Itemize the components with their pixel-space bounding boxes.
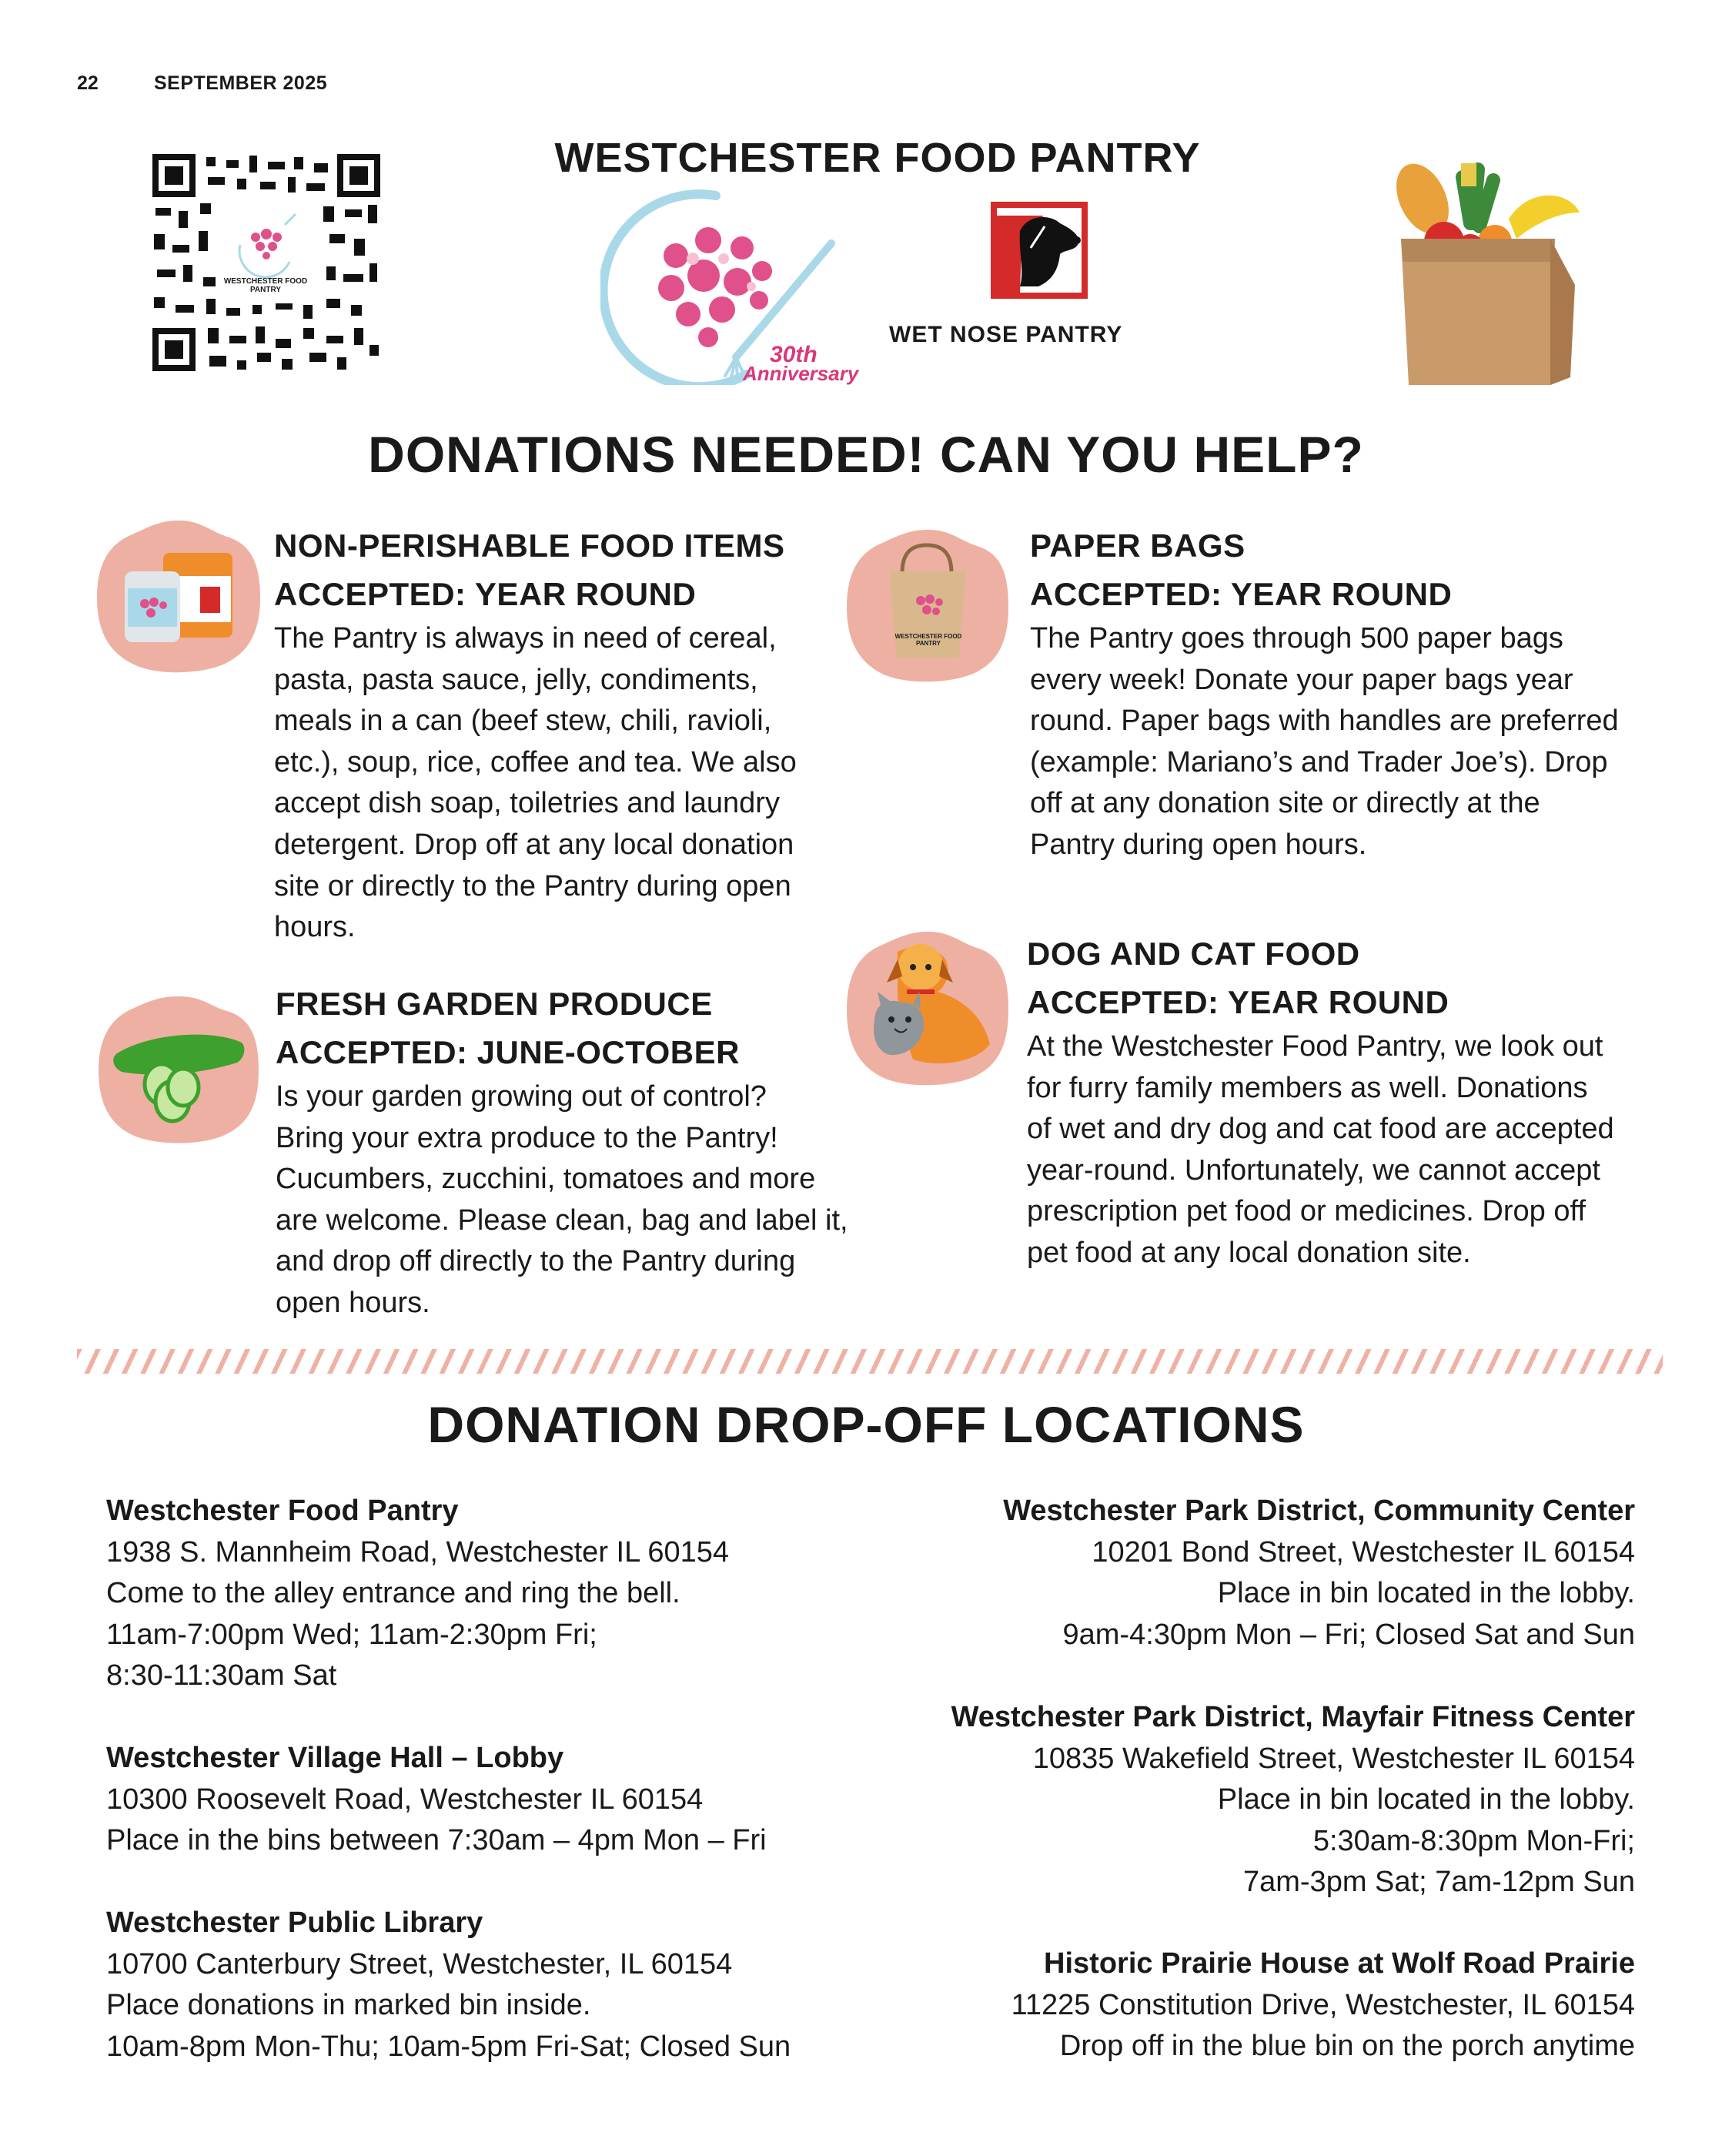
location-line: 10835 Wakefield Street, Westchester IL 60154 xyxy=(1032,1742,1635,1775)
location-line: Place in the bins between 7:30am – 4pm Mon – Fri xyxy=(106,1824,767,1856)
page-number: 22 xyxy=(77,72,99,94)
block-line: off at any donation site or directly at the xyxy=(1030,787,1540,820)
location-line: 11225 Constitution Drive, Westchester, IL 60154 xyxy=(1011,1988,1635,2021)
location-line: 10700 Canterbury Street, Westchester, IL 60154 xyxy=(106,1947,733,1980)
block-line: open hours. xyxy=(276,1286,430,1319)
location-village-hall xyxy=(106,1738,876,1862)
block-line: are welcome. Please clean, bag and label it, xyxy=(276,1204,848,1237)
issue-date: SEPTEMBER 2025 xyxy=(154,72,328,94)
block-line: pasta, pasta sauce, jelly, condiments, xyxy=(274,663,758,696)
block-line: Cucumbers, zucchini, tomatoes and more xyxy=(276,1163,816,1196)
block-line: year-round. Unfortunately, we cannot accept xyxy=(1027,1153,1600,1187)
donation-block-paper-bags xyxy=(1030,521,1669,866)
hatched-divider xyxy=(77,1349,1663,1374)
location-name: Westchester Public Library xyxy=(106,1907,483,1939)
location-name: Westchester Park District, Community Center xyxy=(1003,1495,1635,1527)
cucumber-icon xyxy=(95,993,262,1147)
location-line: 7am-3pm Sat; 7am-12pm Sun xyxy=(1242,1866,1635,1898)
paper-bag-label: WESTCHESTER FOOD PANTRY xyxy=(894,633,962,647)
block-line: and drop off directly to the Pantry during xyxy=(276,1245,796,1278)
block-heading: DOG AND CAT FOOD xyxy=(1027,936,1360,972)
location-line: 10300 Roosevelt Road, Westchester IL 60154 xyxy=(106,1783,704,1816)
location-public-library xyxy=(106,1903,876,2067)
locations-title: DONATION DROP-OFF LOCATIONS xyxy=(427,1396,1305,1453)
wet-nose-pantry-logo xyxy=(989,200,1089,300)
location-line: Place in bin located in the lobby. xyxy=(1217,1577,1635,1609)
location-name: Westchester Park District, Mayfair Fitness Center xyxy=(951,1701,1635,1733)
donation-block-produce xyxy=(276,979,861,1324)
canned-food-icon xyxy=(94,517,263,679)
location-line: 8:30-11:30am Sat xyxy=(106,1659,337,1692)
location-name: Westchester Village Hall – Lobby xyxy=(106,1742,564,1774)
anniversary-word: Anniversary xyxy=(743,362,859,385)
block-line: site or directly to the Pantry during open xyxy=(274,869,791,902)
location-line: 10am-8pm Mon-Thu; 10am-5pm Fri-Sat; Closed Sun xyxy=(106,2030,791,2063)
location-line: Place donations in marked bin inside. xyxy=(106,1989,591,2021)
block-accepted: ACCEPTED: JUNE-OCTOBER xyxy=(276,1034,740,1070)
location-name: Historic Prairie House at Wolf Road Prairie xyxy=(1044,1947,1635,1980)
brand-title: WESTCHESTER FOOD PANTRY xyxy=(554,135,1201,181)
block-line: of wet and dry dog and cat food are accepted xyxy=(1027,1113,1614,1146)
location-line: Come to the alley entrance and ring the bell. xyxy=(106,1577,680,1609)
block-line: round. Paper bags with handles are preferred xyxy=(1030,705,1619,738)
block-heading: NON-PERISHABLE FOOD ITEMS xyxy=(274,527,785,564)
location-line: 10201 Bond Street, Westchester IL 60154 xyxy=(1092,1535,1635,1568)
location-prairie-house xyxy=(862,1943,1635,2067)
block-accepted: ACCEPTED: YEAR ROUND xyxy=(274,576,697,612)
block-line: (example: Mariano’s and Trader Joe’s). Drop xyxy=(1030,745,1608,778)
paper-bag-icon xyxy=(844,527,1011,688)
dog-and-cat-icon xyxy=(844,929,1011,1093)
block-line: hours. xyxy=(274,911,356,944)
block-line: meals in a can (beef stew, chili, ravioli, xyxy=(274,705,772,738)
location-community-center xyxy=(862,1491,1635,1656)
block-line: etc.), soup, rice, coffee and tea. We also xyxy=(274,745,797,778)
block-line: every week! Donate your paper bags year xyxy=(1030,663,1573,696)
block-line: prescription pet food or medicines. Drop off xyxy=(1027,1195,1586,1228)
qr-code xyxy=(152,154,380,371)
block-accepted: ACCEPTED: YEAR ROUND xyxy=(1027,984,1449,1020)
grocery-bag-icon xyxy=(1378,162,1586,393)
anniversary-number: 30th xyxy=(770,342,818,367)
location-line: 9am-4:30pm Mon – Fri; Closed Sat and Sun xyxy=(1062,1618,1635,1651)
block-line: The Pantry is always in need of cereal, xyxy=(274,622,777,654)
block-line: Pantry during open hours. xyxy=(1030,828,1367,861)
block-line: pet food at any local donation site. xyxy=(1027,1236,1471,1269)
location-name: Westchester Food Pantry xyxy=(106,1495,459,1527)
location-line: Place in bin located in the lobby. xyxy=(1217,1783,1635,1816)
block-heading: FRESH GARDEN PRODUCE xyxy=(276,986,713,1022)
location-mayfair-fitness xyxy=(862,1697,1635,1903)
donation-block-pet-food xyxy=(1027,929,1673,1274)
block-line: detergent. Drop off at any local donation xyxy=(274,828,794,861)
qr-center-label: WESTCHESTER FOOD PANTRY xyxy=(223,277,308,294)
block-heading: PAPER BAGS xyxy=(1030,527,1246,564)
block-line: At the Westchester Food Pantry, we look out xyxy=(1027,1030,1603,1063)
block-line: accept dish soap, toiletries and laundry xyxy=(274,787,780,820)
donations-title: DONATIONS NEEDED! CAN YOU HELP? xyxy=(368,426,1364,483)
wet-nose-pantry-label: WET NOSE PANTRY xyxy=(889,322,1123,347)
block-line: The Pantry goes through 500 paper bags xyxy=(1030,622,1563,654)
location-food-pantry xyxy=(106,1491,876,1697)
block-accepted: ACCEPTED: YEAR ROUND xyxy=(1030,576,1453,612)
block-line: for furry family members as well. Donations xyxy=(1027,1071,1588,1104)
block-line: Is your garden growing out of control? xyxy=(276,1080,767,1113)
location-line: 1938 S. Mannheim Road, Westchester IL 60154 xyxy=(106,1535,730,1568)
location-line: Drop off in the blue bin on the porch anytime xyxy=(1059,2030,1635,2062)
location-line: 11am-7:00pm Wed; 11am-2:30pm Fri; xyxy=(106,1618,597,1651)
location-line: 5:30am-8:30pm Mon-Fri; xyxy=(1312,1824,1635,1857)
block-line: Bring your extra produce to the Pantry! xyxy=(276,1121,778,1154)
donation-block-nonperishable xyxy=(274,521,851,949)
